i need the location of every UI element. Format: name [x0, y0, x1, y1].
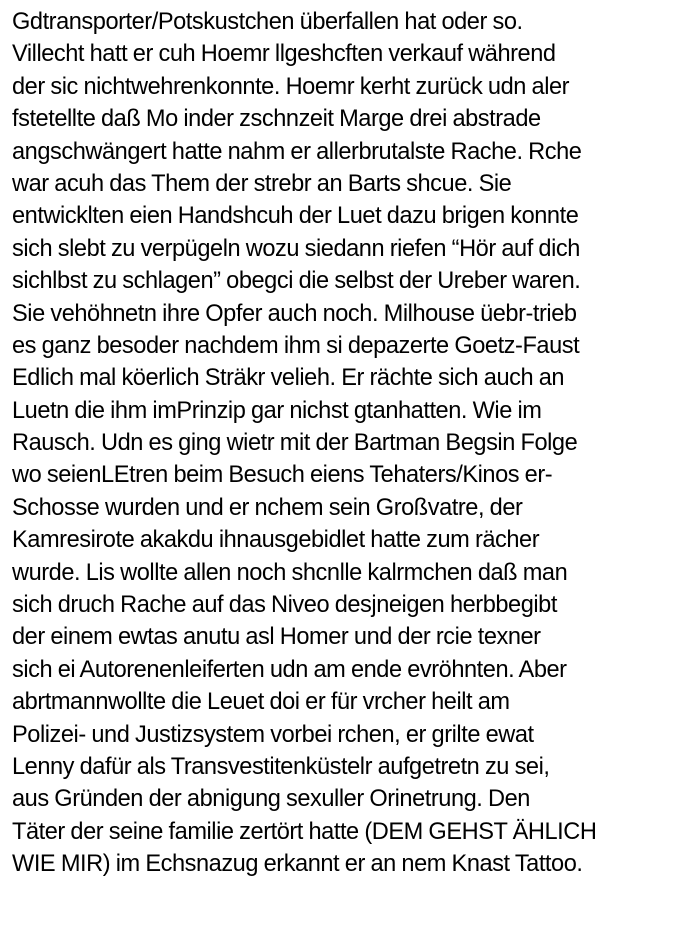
text-line: sich druch Rache auf das Niveo desjneigen herbbegibt: [12, 592, 557, 619]
text-line: Schosse wurden und er nchem sein Großvatre, der: [12, 494, 523, 521]
text-line: angschwängert hatte nahm er allerbrutalste Rache. Rche: [12, 138, 582, 165]
text-line: Rausch. Udn es ging wietr mit der Bartman Begsin Folge: [12, 430, 578, 457]
text-line: sichlbst zu schlagen” obegci die selbst der Ureber waren.: [12, 268, 581, 295]
text-line: WIE MIR) im Echsnazug erkannt er an nem Knast Tattoo.: [12, 851, 583, 878]
text-line: wurde. Lis wollte allen noch shcnlle kalrmchen daß man: [12, 559, 568, 586]
text-line: es ganz besoder nachdem ihm si depazerte Goetz-Faust: [12, 332, 580, 359]
text-line: Villecht hatt er cuh Hoemr llgeshcften verkauf während: [12, 41, 556, 68]
text-line: sich ei Autorenenleiferten udn am ende evröhnten. Aber: [12, 656, 567, 683]
text-line: Lenny dafür als Transvestitenküstelr aufgetretn zu sei,: [12, 753, 550, 780]
text-line: Polizei- und Justizsystem vorbei rchen, er grilte ewat: [12, 721, 534, 748]
text-line: der einem ewtas anutu asl Homer und der rcie texner: [12, 624, 541, 651]
text-line: entwicklten eien Handshcuh der Luet dazu brigen konnte: [12, 203, 579, 230]
text-line: war acuh das Them der strebr an Barts shcue. Sie: [12, 170, 512, 197]
text-line: Täter der seine familie zertört hatte (DEM GEHST ÄHLICH: [12, 818, 597, 845]
text-line: aus Gründen der abnigung sexuller Orinetrung. Den: [12, 786, 530, 813]
text-line: wo seienLEtren beim Besuch eiens Tehaters/Kinos er-: [12, 462, 553, 489]
text-line: Gdtransporter/Potskustchen überfallen hat oder so.: [12, 9, 523, 35]
text-line: der sic nichtwehrenkonnte. Hoemr kerht zurück udn aler: [12, 73, 570, 100]
text-line: Sie vehöhnetn ihre Opfer auch noch. Milhouse üebr-trieb: [12, 300, 577, 327]
text-line: sich slebt zu verpügeln wozu siedann riefen “Hör auf dich: [12, 235, 580, 262]
text-line: Edlich mal köerlich Sträkr velieh. Er rächte sich auch an: [12, 365, 565, 392]
text-line: abrtmannwollte die Leuet doi er für vrcher heilt am: [12, 689, 510, 716]
text-line: fstetellte daß Mo inder zschnzeit Marge drei abstrade: [12, 106, 541, 133]
text-line: Kamresirote akakdu ihnausgebidlet hatte zum rächer: [12, 527, 540, 554]
text-line: Luetn die ihm imPrinzip gar nichst gtanhatten. Wie im: [12, 397, 542, 424]
body-text: [12, 6, 680, 881]
